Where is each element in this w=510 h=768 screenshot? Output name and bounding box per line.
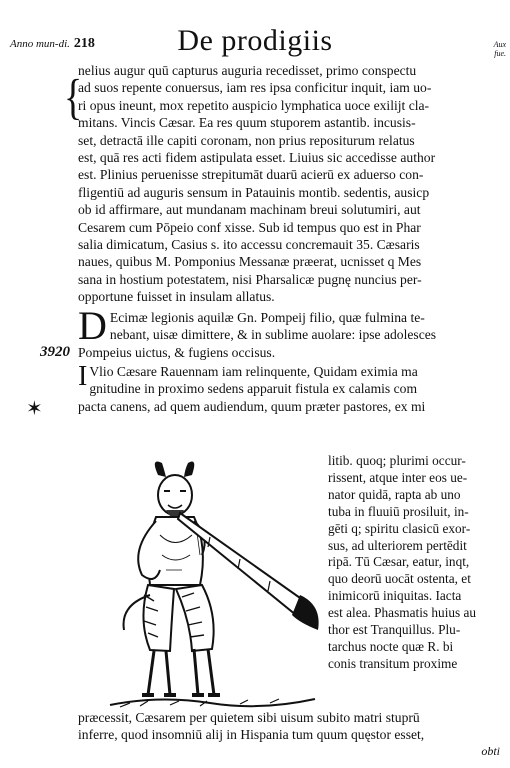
text-line: ripā. Tū Cæsar, eatur, inqt, <box>328 554 470 570</box>
page-number: 218 <box>73 36 95 51</box>
margin-brace: { <box>64 70 83 126</box>
text-line: pacta canens, ad quem audiendum, quum præter pastores, ex mi <box>78 398 426 414</box>
text-line: est alea. Phasmatis huius au <box>328 605 477 621</box>
text-line: nator quidā, rapta ab uno <box>328 486 461 502</box>
text-line: præcessit, Cæsarem per quietem sibi uisum subito matri stuprū <box>78 710 420 725</box>
text-line: sus, ad ulteriorem pertēdit <box>328 537 467 553</box>
drop-capital: I <box>78 360 88 392</box>
drop-capital: D <box>78 302 107 348</box>
text-line: sana in hostium potestatem, nisi Pharsalicæ pugnę nuncius per- <box>78 271 422 287</box>
text-line: conis transitum proxime <box>328 655 458 671</box>
text-line: thor est Tranquillus. Plu- <box>328 622 461 638</box>
text-line: Cesarem cum Pōpeio conf xisse. Sub id tempus quo est in Phar <box>78 219 421 235</box>
text-line: inferre, quod insomniū alij in Hispania tum quum quęstor esset, <box>78 727 425 743</box>
paragraph-rubicon <box>78 360 496 415</box>
text-line: rissent, atque inter eos ue- <box>328 469 468 485</box>
text-line: tarchus nocte quæ R. bi <box>328 638 454 654</box>
main-text-block <box>78 62 496 415</box>
text-line: gnitudine in proximo sedens apparuit fistula ex calamis com <box>89 381 418 397</box>
text-line: est. Plinius peruenisse strepitumāt duarū acierū ex aduerso con- <box>78 167 424 183</box>
page-title: De prodigiis <box>177 24 333 57</box>
text-line: mitans. Vincis Cæsar. Ea res quum stuporem astantib. incusis- <box>78 115 416 131</box>
text-line: est, quā res acti fidem astipulata esset. Liuius sic accedisse author <box>78 150 436 166</box>
tail-text-block <box>78 709 496 744</box>
catchword: obti <box>481 744 500 758</box>
text-line: litib. quoq; plurimi occur- <box>328 453 466 468</box>
text-line: salia dimicatum, Casius s. ito accessu concremauit 35. Cæsaris <box>78 237 420 253</box>
text-line: ob id affirmare, aut mundanam machinam breui solutumiri, aut <box>78 202 421 218</box>
text-line: ri opus ineunt, mox repetito auspicio lymphatica uoce exilijt cla- <box>78 97 430 113</box>
narrow-text-column <box>328 453 498 673</box>
right-margin-note: Aux fue. <box>493 40 506 58</box>
margin-year-3920: 3920 <box>40 344 70 360</box>
star-icon: ✶ <box>26 398 43 420</box>
anno-mundi-label: Anno mun-di. <box>10 38 70 50</box>
text-line: tuba in fluuiū prosiluit, in- <box>328 503 469 519</box>
text-line: quo deorū uocāt ostenta, et <box>328 571 471 587</box>
woodcut-illustration <box>100 455 325 715</box>
text-line: opportune fuisset in insulam allatus. <box>78 289 275 305</box>
text-line: ad suos repente conuersus, iam res ipsa conficitur inquit, iam uo- <box>78 80 432 96</box>
paragraph-eagles <box>78 302 496 361</box>
text-line: gēti q; spiritu clasicū exor- <box>328 520 471 536</box>
text-line: Vlio Cæsare Rauennam iam relinquente, Quidam eximia ma <box>89 363 418 379</box>
text-line: nebant, uisæ dimittere, & in sublime auolare: ipse adolesces <box>109 327 437 343</box>
text-line: Ecimæ legionis aquilæ Gn. Pompeij filio, quæ fulmina te- <box>109 309 425 325</box>
text-line: nelius augur quū capturus auguria recedisset, primo conspectu <box>78 63 417 78</box>
text-line: naues, quibus M. Pomponius Messanæ præerat, ucnisset q Mes <box>78 254 422 270</box>
text-line: set, detractā ille capiti coronam, non prius repositurum relatus <box>78 132 415 148</box>
text-line: Pompeius uictus, & fugiens occisus. <box>78 344 276 360</box>
text-line: inimicorū iniquitas. Iacta <box>328 588 462 604</box>
text-line: fligentiū ad auguris sensum in Patauinis montib. sedentis, ausicp <box>78 184 430 200</box>
